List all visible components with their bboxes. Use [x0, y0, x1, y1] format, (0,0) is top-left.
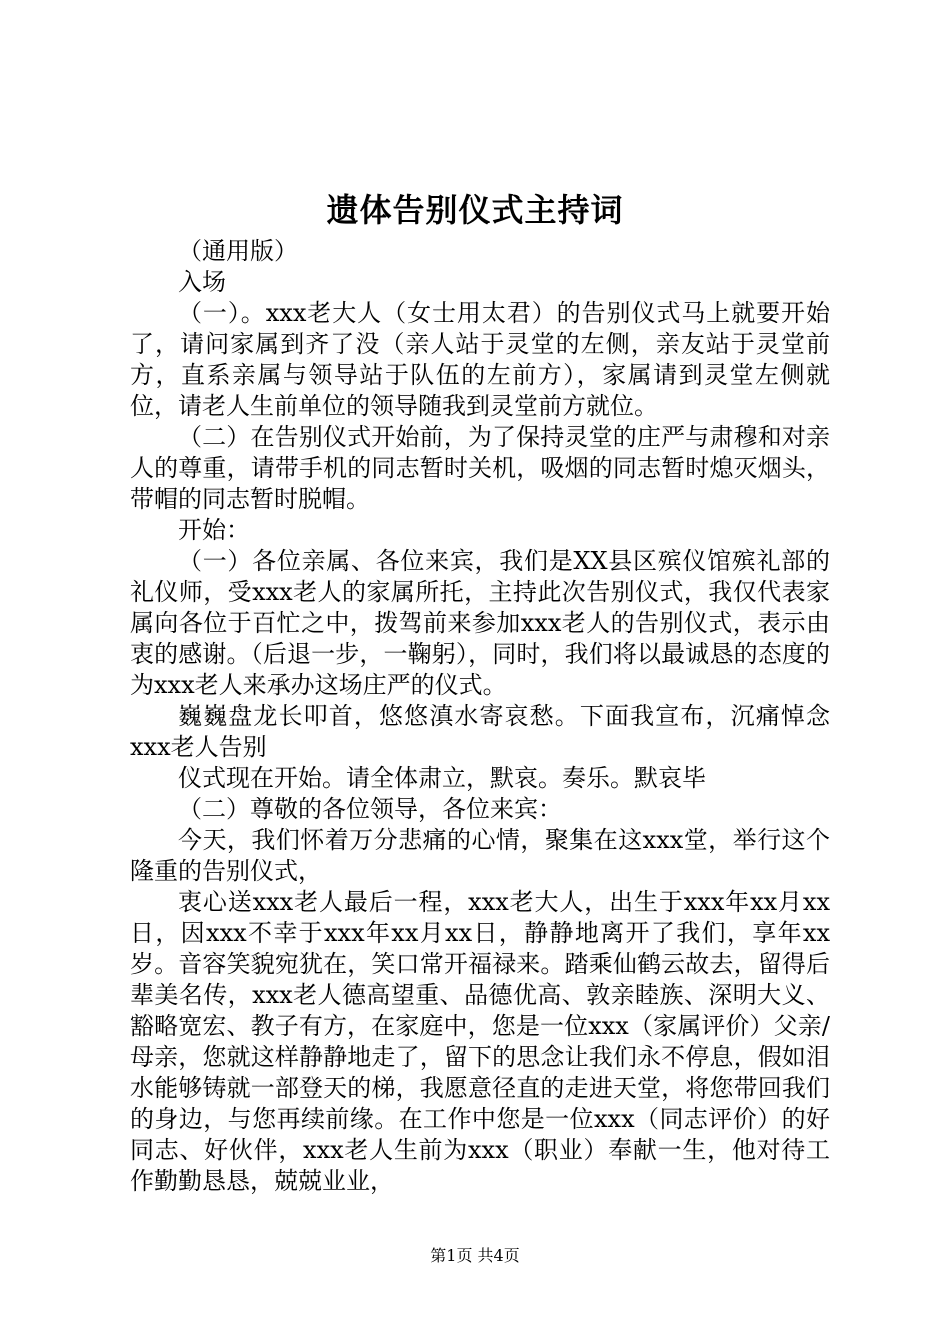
paragraph-start-4: （二）尊敬的各位领导，各位来宾：	[178, 795, 562, 823]
paragraph-entry-2: （二）在告别仪式开始前，为了保持灵堂的庄严与肃穆和对亲人的尊重，请带手机的同志暂时关机，吸烟的同志暂时熄灭烟头，带帽的同志暂时脱帽。	[130, 423, 830, 513]
page-footer: 第1页 共4页	[430, 1246, 520, 1265]
paragraph-entry-1: （一）。xxx老大人（女士用太君）的告别仪式马上就要开始了，请问家属到齐了没（亲人站于灵堂的左侧，亲友站于灵堂前方，直系亲属与领导站于队伍的左前方），家属请到灵堂左侧就位，请老人生前单位的领导随我到灵堂前方就位。	[130, 299, 830, 420]
paragraph-start-2: 巍巍盘龙长叩首，悠悠滇水寄哀愁。下面我宣布，沉痛悼念xxx老人告别	[130, 702, 830, 761]
paragraph-section-start: 开始：	[178, 516, 250, 544]
paragraph-start-6: 衷心送xxx老人最后一程，xxx老大人，出生于xxx年xx月xx日，因xxx不幸于xxx年xx月xx日，静静地离开了我们，享年xx岁。音容笑貌宛犹在，笑口常开福禄来。踏乘仙鹤云故去，留得后辈美名传，xxx老人德高望重、品德优高、敦亲睦族、深明大义、豁略宽宏、教子有方，在家庭中，您是一位xxx（家属评价）父亲/母亲，您就这样静静地走了，留下的思念让我们永不停息，假如泪水能够铸就一部登天的梯，我愿意径直的走进天堂，将您带回我们的身边，与您再续前缘。在工作中您是一位xxx（同志评价）的好同志、好伙伴，xxx老人生前为xxx（职业）奉献一生，他对待工作勤勤恳恳，兢兢业业，	[130, 888, 830, 1195]
paragraph-start-3: 仪式现在开始。请全体肃立，默哀。奏乐。默哀毕	[178, 764, 706, 792]
document-title: 遗体告别仪式主持词	[326, 191, 624, 229]
paragraph-edition: （通用版）	[178, 237, 298, 265]
paragraph-section-entry: 入场	[178, 268, 226, 296]
paragraph-start-5: 今天，我们怀着万分悲痛的心情，聚集在这xxx堂，举行这个隆重的告别仪式，	[130, 826, 830, 885]
document-body	[130, 236, 830, 1197]
paragraph-start-1: （一）各位亲属、各位来宾，我们是XX县区殡仪馆殡礼部的礼仪师，受xxx老人的家属所托，主持此次告别仪式，我仅代表家属向各位于百忙之中，拨驾前来参加xxx老人的告别仪式，表示由衷的感谢。（后退一步，一鞠躬），同时，我们将以最诚恳的态度的为xxx老人来承办这场庄严的仪式。	[130, 547, 830, 699]
